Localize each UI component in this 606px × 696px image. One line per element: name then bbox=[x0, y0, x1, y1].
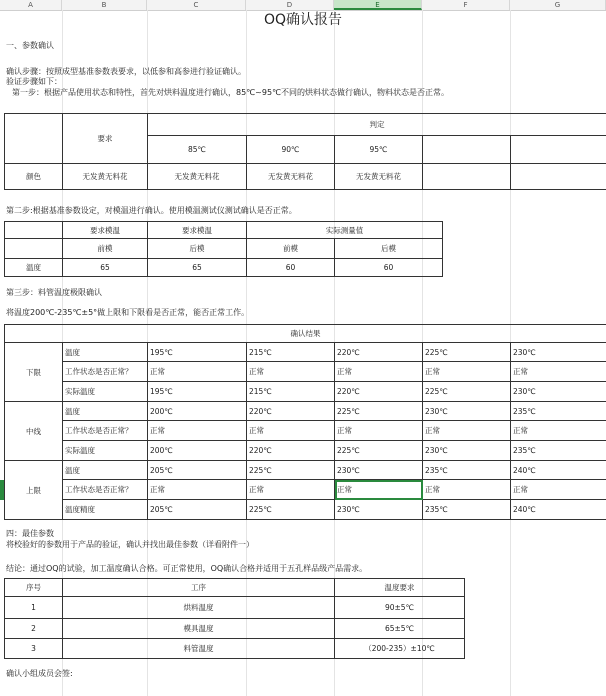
selected-cell[interactable]: 正常 bbox=[335, 480, 423, 500]
table3-cell: 225℃ bbox=[423, 343, 511, 362]
table3-item: 工作状态是否正常？ bbox=[63, 362, 148, 382]
table3-cell: 正常 bbox=[423, 362, 511, 382]
table1-cell: 无发黄无料花 bbox=[247, 164, 335, 190]
table4-no: 2 bbox=[5, 619, 63, 639]
table3-cell: 215℃ bbox=[247, 382, 335, 402]
table1-temp-90: 90℃ bbox=[247, 136, 335, 164]
table3-cell: 正常 bbox=[511, 421, 606, 441]
table2-row-label: 温度 bbox=[5, 259, 63, 277]
table3-item: 实际温度 bbox=[63, 441, 148, 461]
section4-heading: 四：最佳参数 bbox=[6, 529, 54, 538]
column-header-a[interactable]: A bbox=[0, 0, 62, 10]
table1-judge-header: 判定 bbox=[148, 114, 606, 136]
table3-cell: 220℃ bbox=[247, 402, 335, 421]
step3-desc: 将温度200℃-235℃±5°做上限和下限看是否正常，能否正常工作。 bbox=[6, 308, 250, 317]
table3-item: 实际温度 bbox=[63, 382, 148, 402]
table3-cell: 225℃ bbox=[423, 382, 511, 402]
table3-cell: 200℃ bbox=[148, 441, 247, 461]
table3-cell: 230℃ bbox=[511, 382, 606, 402]
table3-cell: 215℃ bbox=[247, 343, 335, 362]
table3-cell: 正常 bbox=[335, 362, 423, 382]
table3-cell: 正常 bbox=[423, 421, 511, 441]
table3-cell: 195℃ bbox=[148, 343, 247, 362]
table3-cell: 240℃ bbox=[511, 461, 606, 480]
table3-header: 确认结果 bbox=[5, 325, 606, 343]
temperature-summary-table bbox=[4, 578, 465, 659]
baking-temperature-table bbox=[4, 113, 606, 190]
table3-cell: 正常 bbox=[148, 362, 247, 382]
table3-cell: 正常 bbox=[511, 362, 606, 382]
table2-actual-header: 实际测量值 bbox=[247, 222, 443, 239]
table3-item: 温度 bbox=[63, 343, 148, 362]
mold-temperature-table bbox=[4, 221, 443, 277]
table3-cell: 正常 bbox=[423, 480, 511, 500]
table3-cell: 235℃ bbox=[511, 441, 606, 461]
table1-cell: 无发黄无料花 bbox=[63, 164, 148, 190]
section1-line2: 验证步骤如下： bbox=[6, 77, 62, 86]
table1-blank bbox=[5, 114, 63, 164]
table3-cell: 230℃ bbox=[423, 441, 511, 461]
table3-item: 工作状态是否正常？ bbox=[63, 421, 148, 441]
table3-cell: 235℃ bbox=[423, 461, 511, 480]
column-header-d[interactable]: D bbox=[246, 0, 334, 10]
table4-req-header: 温度要求 bbox=[335, 579, 465, 597]
table1-req-header: 要求 bbox=[63, 114, 148, 164]
section1-line3: 第一步：根据产品使用状态和特性，首先对烘料温度进行确认，85℃~95℃不同的烘料状态做行确认，物料状态是否正常。 bbox=[12, 88, 450, 97]
table3-cell: 正常 bbox=[511, 480, 606, 500]
table4-no: 1 bbox=[5, 597, 63, 619]
table3-cell: 230℃ bbox=[511, 343, 606, 362]
table3-cell: 正常 bbox=[335, 421, 423, 441]
table1-cell: 无发黄无料花 bbox=[148, 164, 247, 190]
table4-req: 90±5℃ bbox=[335, 597, 465, 619]
table3-cell: 205℃ bbox=[148, 461, 247, 480]
table3-cell: 225℃ bbox=[335, 441, 423, 461]
table3-item: 工作状态是否正常？ bbox=[63, 480, 148, 500]
table3-cell: 正常 bbox=[247, 421, 335, 441]
table3-cell: 220℃ bbox=[335, 343, 423, 362]
column-header-g[interactable]: G bbox=[510, 0, 606, 10]
step3-text: 第三步：料管温度极限确认 bbox=[6, 288, 102, 297]
section4-desc: 将校验好的参数用于产品的验证，确认并找出最佳参数（详看附件一） bbox=[6, 540, 254, 549]
table3-cell: 235℃ bbox=[423, 500, 511, 520]
table2-req-mold-header-2: 要求模温 bbox=[148, 222, 247, 239]
table1-row-label: 颜色 bbox=[5, 164, 63, 190]
table2-cell: 60 bbox=[247, 259, 335, 277]
table4-proc-header: 工序 bbox=[63, 579, 335, 597]
table2-front-header: 前模 bbox=[63, 239, 148, 259]
table2-cell: 65 bbox=[148, 259, 247, 277]
table3-group-label: 下限 bbox=[5, 343, 63, 402]
table4-no-header: 序号 bbox=[5, 579, 63, 597]
table4-proc: 烘料温度 bbox=[63, 597, 335, 619]
table4-req: （200-235）±10℃ bbox=[335, 639, 465, 659]
step2-text: 第二步:根据基准参数设定，对模温进行确认。使用模温测试仪测试确认是否正常。 bbox=[6, 206, 297, 215]
table3-cell: 230℃ bbox=[335, 461, 423, 480]
table2-cell: 65 bbox=[63, 259, 148, 277]
column-header-b[interactable]: B bbox=[62, 0, 147, 10]
table3-cell: 230℃ bbox=[335, 500, 423, 520]
table3-cell: 205℃ bbox=[148, 500, 247, 520]
signoff-text: 确认小组成员会签: bbox=[6, 669, 73, 678]
table1-cell: 无发黄无料花 bbox=[335, 164, 423, 190]
table2-rear-header-2: 后模 bbox=[335, 239, 443, 259]
column-header-c[interactable]: C bbox=[147, 0, 246, 10]
table3-cell: 220℃ bbox=[335, 382, 423, 402]
table3-cell: 220℃ bbox=[247, 441, 335, 461]
table3-group-label: 中线 bbox=[5, 402, 63, 461]
table3-item: 温度 bbox=[63, 461, 148, 480]
table3-item: 温度 bbox=[63, 402, 148, 421]
barrel-temperature-table bbox=[4, 324, 606, 520]
table4-no: 3 bbox=[5, 639, 63, 659]
table3-cell: 225℃ bbox=[335, 402, 423, 421]
table4-proc: 模具温度 bbox=[63, 619, 335, 639]
table2-rear-header: 后模 bbox=[148, 239, 247, 259]
table1-temp-85: 85℃ bbox=[148, 136, 247, 164]
table3-cell: 正常 bbox=[247, 362, 335, 382]
worksheet[interactable] bbox=[0, 10, 606, 696]
table3-cell: 195℃ bbox=[148, 382, 247, 402]
table2-front-header-2: 前模 bbox=[247, 239, 335, 259]
table4-proc: 料管温度 bbox=[63, 639, 335, 659]
table3-cell: 正常 bbox=[247, 480, 335, 500]
table3-cell: 200℃ bbox=[148, 402, 247, 421]
table1-temp-95: 95℃ bbox=[335, 136, 423, 164]
table3-cell: 225℃ bbox=[247, 500, 335, 520]
page-title: OQ确认报告 bbox=[263, 12, 343, 28]
column-header-f[interactable]: F bbox=[422, 0, 510, 10]
table2-cell: 60 bbox=[335, 259, 443, 277]
conclusion-text: 结论：通过OQ的试验，加工温度确认合格。可正常使用，OQ确认合格并适用于五孔样品级产品需求。 bbox=[6, 564, 368, 573]
section1-line1: 确认步骤：按照成型基准参数表要求，以低参和高参进行验证确认。 bbox=[6, 67, 246, 76]
table3-group-label: 上限 bbox=[5, 461, 63, 520]
table3-cell: 正常 bbox=[148, 421, 247, 441]
table3-cell: 240℃ bbox=[511, 500, 606, 520]
section1-heading: 一、参数确认 bbox=[6, 41, 54, 50]
table3-cell: 正常 bbox=[148, 480, 247, 500]
table3-cell: 230℃ bbox=[423, 402, 511, 421]
table2-req-mold-header: 要求模温 bbox=[63, 222, 148, 239]
column-header-e[interactable]: E bbox=[334, 0, 422, 10]
table4-req: 65±5℃ bbox=[335, 619, 465, 639]
table3-cell: 235℃ bbox=[511, 402, 606, 421]
table3-cell: 225℃ bbox=[247, 461, 335, 480]
table3-item: 温度精度 bbox=[63, 500, 148, 520]
